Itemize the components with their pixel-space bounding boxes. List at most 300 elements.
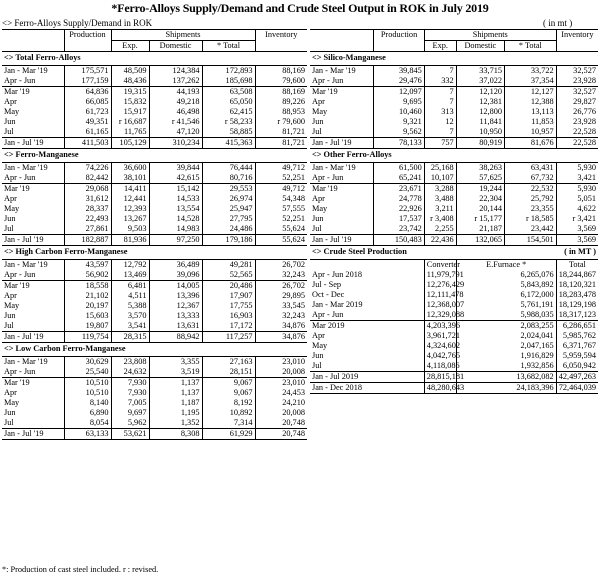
table-cell: 332 xyxy=(424,76,456,87)
table-cell: 38,263 xyxy=(456,163,504,174)
table-cell: 25,168 xyxy=(424,163,456,174)
table-cell: 12,127 xyxy=(505,87,557,98)
header-blank xyxy=(556,41,598,52)
row-label: May xyxy=(310,204,374,214)
header-row xyxy=(310,30,598,41)
table-row xyxy=(2,117,307,127)
header-blank xyxy=(2,30,64,41)
table-cell: 49,712 xyxy=(255,184,307,195)
table-cell: 22,493 xyxy=(64,214,111,224)
left-tables xyxy=(2,29,307,440)
table-cell: 8,140 xyxy=(64,398,111,408)
row-label: May xyxy=(2,204,64,214)
table-row xyxy=(310,204,598,214)
header-shipments: Shipments xyxy=(111,30,255,41)
table-cell: 10,510 xyxy=(64,388,111,398)
left-table xyxy=(2,29,307,440)
table-cell: 13,113 xyxy=(505,107,557,117)
table-row xyxy=(2,224,307,235)
table-cell: 11,841 xyxy=(456,117,504,127)
table-cell: 49,351 xyxy=(64,117,111,127)
table-cell: 26,702 xyxy=(255,281,307,292)
table-cell: 47,120 xyxy=(149,127,202,138)
header-efurnace: E.Furnace * xyxy=(456,260,556,271)
header-blank xyxy=(310,260,424,271)
row-label: Jul xyxy=(2,418,64,429)
table-cell: 5,761,191 xyxy=(456,300,556,310)
table-cell: 18,558 xyxy=(64,281,111,292)
section-title: <> Other Ferro-Alloys xyxy=(310,149,598,163)
table-cell: 22,926 xyxy=(374,204,425,214)
header-exp: Exp. xyxy=(111,41,149,52)
row-label: Jan - Jul 2019 xyxy=(310,372,424,383)
table-cell: 56,902 xyxy=(64,270,111,281)
row-label: May xyxy=(310,341,424,351)
table-cell: 88,942 xyxy=(149,332,202,343)
table-cell: 53,621 xyxy=(111,429,149,440)
table-cell: 4,622 xyxy=(577,203,596,213)
table-cell: 62,415 xyxy=(202,107,255,117)
table-cell: 74,226 xyxy=(64,163,111,174)
header-blank xyxy=(255,41,307,52)
right-table xyxy=(310,29,598,394)
row-label: Mar '19 xyxy=(2,281,64,292)
table-row xyxy=(2,301,307,311)
table-cell: 14,528 xyxy=(149,214,202,224)
row-label: Jan - Jul '19 xyxy=(2,138,64,149)
table-cell: 5,930 xyxy=(577,162,596,172)
table-cell: 4,324,602 xyxy=(424,341,456,351)
table-cell: 23,442 xyxy=(505,224,557,235)
table-cell: 12,120 xyxy=(456,87,504,98)
table-cell: r 79,600 xyxy=(277,116,306,126)
section-title-row xyxy=(310,246,598,260)
table-cell: 3,541 xyxy=(111,321,149,332)
table-cell: 63,133 xyxy=(64,429,111,440)
table-row xyxy=(2,260,307,271)
row-label: Jan - Jul '19 xyxy=(310,235,374,246)
table-row xyxy=(310,66,598,77)
table-cell: 24,778 xyxy=(374,194,425,204)
table-cell: 124,384 xyxy=(149,66,202,77)
table-cell: r 3,421 xyxy=(572,213,596,223)
row-label: Apr xyxy=(2,388,64,398)
table-cell: 78,133 xyxy=(374,138,425,149)
table-cell: 411,503 xyxy=(64,138,111,149)
table-cell: 29,553 xyxy=(202,184,255,195)
table-cell: 24,210 xyxy=(282,397,306,407)
table-cell: r 18,585 xyxy=(505,214,557,224)
table-cell: 42,615 xyxy=(149,173,202,184)
table-cell: 7,930 xyxy=(111,378,149,389)
table-cell: 7,930 xyxy=(111,388,149,398)
row-label: Apr xyxy=(310,331,424,341)
table-cell: 28,315 xyxy=(111,332,149,343)
table-row xyxy=(310,361,598,372)
table-cell: 82,442 xyxy=(64,173,111,184)
table-cell: 22,532 xyxy=(505,184,557,195)
table-cell: 5,988,035 xyxy=(456,310,556,321)
header-exp: Exp. xyxy=(424,41,456,52)
table-cell: 81,936 xyxy=(111,235,149,246)
table-cell: 54,348 xyxy=(282,193,306,203)
table-cell: 19,807 xyxy=(64,321,111,332)
table-cell: 97,250 xyxy=(149,235,202,246)
table-cell: 3,211 xyxy=(424,204,456,214)
table-cell: 12,393 xyxy=(111,204,149,214)
table-cell: 61,500 xyxy=(374,163,425,174)
table-cell: 3,421 xyxy=(577,172,596,182)
table-cell: 20,008 xyxy=(282,407,306,417)
table-cell: 119,754 xyxy=(64,332,111,343)
table-cell: 43,597 xyxy=(64,260,111,271)
row-label: Jan - Jul '19 xyxy=(2,332,64,343)
table-cell: 88,169 xyxy=(282,65,306,75)
ytd-row xyxy=(2,429,307,440)
table-cell: 3,569 xyxy=(577,223,596,233)
table-cell: 313 xyxy=(424,107,456,117)
row-label: Apr xyxy=(2,291,64,301)
table-cell: 13,267 xyxy=(111,214,149,224)
header-shipments: Shipments xyxy=(424,30,556,41)
table-cell: 48,280,643 xyxy=(424,383,456,394)
row-label: Jun xyxy=(2,117,64,127)
table-cell: 23,808 xyxy=(111,357,149,368)
table-cell: 185,698 xyxy=(202,76,255,87)
row-label: Jul xyxy=(310,224,374,235)
table-cell: 175,571 xyxy=(64,66,111,77)
row-label: Jan - Mar '19 xyxy=(310,163,374,174)
table-row xyxy=(310,290,598,300)
table-cell: 25,540 xyxy=(64,367,111,378)
year-row xyxy=(310,383,598,394)
table-row xyxy=(2,321,307,332)
table-cell: 10,510 xyxy=(64,378,111,389)
table-row xyxy=(310,184,598,195)
table-cell: 15,603 xyxy=(64,311,111,321)
table-cell: 64,836 xyxy=(64,87,111,98)
table-row xyxy=(310,97,598,107)
table-cell: 22,528 xyxy=(573,126,596,136)
table-cell: 48,436 xyxy=(111,76,149,87)
table-cell: 3,569 xyxy=(556,235,598,246)
table-cell: 18,244,867 xyxy=(558,269,597,279)
table-cell: 20,008 xyxy=(282,366,306,376)
table-cell: 10,107 xyxy=(424,173,456,184)
table-cell: 26,702 xyxy=(282,259,306,269)
table-row xyxy=(2,281,307,292)
table-cell: 72,464,039 xyxy=(556,383,598,394)
table-cell: 23,010 xyxy=(282,356,306,366)
table-cell: 81,721 xyxy=(282,126,306,136)
table-cell: 179,186 xyxy=(202,235,255,246)
table-cell: 57,625 xyxy=(456,173,504,184)
row-label: Apr - Jun xyxy=(2,76,64,87)
table-cell: 13,469 xyxy=(111,270,149,281)
table-cell: 9,695 xyxy=(374,97,425,107)
table-row xyxy=(310,224,598,235)
section-title: <> Crude Steel Production xyxy=(310,246,505,260)
table-cell: 29,895 xyxy=(282,290,306,300)
table-cell: 7,005 xyxy=(111,398,149,408)
header-total: * Total xyxy=(505,41,557,52)
table-row xyxy=(310,310,598,321)
table-cell: 31,612 xyxy=(64,194,111,204)
table-row xyxy=(2,270,307,281)
table-cell: 177,159 xyxy=(64,76,111,87)
header-converter: Converter xyxy=(424,260,456,271)
header-blank xyxy=(64,41,111,52)
table-cell: 36,600 xyxy=(111,163,149,174)
section-title-row xyxy=(2,149,307,163)
table-cell: 3,519 xyxy=(149,367,202,378)
table-cell: 2,024,041 xyxy=(456,331,556,341)
table-row xyxy=(310,76,598,87)
table-cell: 12,381 xyxy=(456,97,504,107)
table-cell: 11,853 xyxy=(505,117,557,127)
table-cell: 14,411 xyxy=(111,184,149,195)
table-row xyxy=(2,66,307,77)
table-cell: 25,792 xyxy=(505,194,557,204)
table-cell: 63,508 xyxy=(202,87,255,98)
table-cell: 24,632 xyxy=(111,367,149,378)
unit-label: ( in mt ) xyxy=(543,18,573,28)
table-cell: 13,333 xyxy=(149,311,202,321)
row-label: May xyxy=(2,301,64,311)
header-blank xyxy=(310,30,374,41)
section-title-row xyxy=(310,52,598,66)
table-cell: 48,509 xyxy=(111,66,149,77)
table-cell: 10,957 xyxy=(505,127,557,138)
table-cell: 5,930 xyxy=(556,184,598,195)
table-cell: 137,262 xyxy=(149,76,202,87)
table-cell: 1,932,856 xyxy=(456,361,556,372)
table-cell: 11,765 xyxy=(111,127,149,138)
table-cell: 3,288 xyxy=(424,184,456,195)
row-label: Jul xyxy=(2,127,64,138)
row-label: Mar '19 xyxy=(310,184,374,195)
table-cell: 415,363 xyxy=(202,138,255,149)
table-cell: 12,792 xyxy=(111,260,149,271)
table-cell: 12,800 xyxy=(456,107,504,117)
table-cell: 66,085 xyxy=(64,97,111,107)
table-cell: 49,281 xyxy=(202,260,255,271)
table-cell: 19,244 xyxy=(456,184,504,195)
header-row xyxy=(2,30,307,41)
row-label: Jan - Mar '19 xyxy=(2,357,64,368)
section-title: <> Low Carbon Ferro-Manganese xyxy=(2,343,307,357)
table-cell: 20,144 xyxy=(456,204,504,214)
table-cell: 6,371,767 xyxy=(562,340,596,350)
table-cell: 25,947 xyxy=(202,204,255,214)
table-cell: 14,983 xyxy=(149,224,202,235)
table-row xyxy=(2,291,307,301)
table-cell: 1,137 xyxy=(149,388,202,398)
subheader-row xyxy=(310,41,598,52)
table-cell: 7 xyxy=(424,97,456,107)
row-label: Jan - Mar '19 xyxy=(2,163,64,174)
table-cell: 9,503 xyxy=(111,224,149,235)
section-title: <> Silico-Manganese xyxy=(310,52,598,66)
table-cell: 21,102 xyxy=(64,291,111,301)
table-cell: 16,903 xyxy=(202,311,255,321)
table-cell: 30,629 xyxy=(64,357,111,368)
table-cell: 1,352 xyxy=(149,418,202,429)
table-row xyxy=(2,76,307,87)
table-cell: 80,716 xyxy=(202,173,255,184)
table-cell: 12,368,007 xyxy=(424,300,456,310)
table-cell: 105,129 xyxy=(111,138,149,149)
table-cell: 6,890 xyxy=(64,408,111,418)
table-cell: 49,712 xyxy=(282,162,306,172)
table-cell: r 15,177 xyxy=(456,214,504,224)
row-label: Jan - Jul '19 xyxy=(2,429,64,440)
table-row xyxy=(2,418,307,429)
section-heading: <> Ferro-Alloys Supply/Demand in ROK xyxy=(2,18,153,28)
row-label: Oct - Dec xyxy=(310,290,424,300)
header-blank xyxy=(2,41,64,52)
table-cell: 6,481 xyxy=(111,281,149,292)
table-cell: 61,165 xyxy=(64,127,111,138)
table-cell: 49,218 xyxy=(149,97,202,107)
table-cell: 15,142 xyxy=(149,184,202,195)
row-label: Apr - Jun 2018 xyxy=(310,270,424,280)
row-label: Jan - Dec 2018 xyxy=(310,383,424,394)
table-cell: 7 xyxy=(424,66,456,77)
table-cell: 15,832 xyxy=(111,97,149,107)
row-label: Jun xyxy=(2,311,64,321)
section-title-row xyxy=(2,343,307,357)
table-cell: 310,234 xyxy=(149,138,202,149)
table-cell: 6,265,076 xyxy=(456,270,556,280)
table-cell: 24,486 xyxy=(202,224,255,235)
subheader-row xyxy=(2,41,307,52)
table-cell: r 58,233 xyxy=(202,117,255,127)
row-label: Apr - Jun xyxy=(2,270,64,281)
table-cell: 7,314 xyxy=(202,418,255,429)
section-title-row xyxy=(310,149,598,163)
table-cell: 23,928 xyxy=(573,116,596,126)
table-cell: 37,022 xyxy=(456,76,504,87)
table-cell: 12 xyxy=(424,117,456,127)
table-cell: 9,562 xyxy=(374,127,425,138)
row-label: Apr xyxy=(2,194,64,204)
table-cell: r 41,546 xyxy=(149,117,202,127)
table-row xyxy=(310,270,598,280)
table-cell: 39,844 xyxy=(149,163,202,174)
header-total: * Total xyxy=(202,41,255,52)
table-cell: 67,732 xyxy=(505,173,557,184)
table-row xyxy=(310,214,598,224)
table-cell: 5,959,594 xyxy=(562,350,596,360)
table-cell: 52,565 xyxy=(202,270,255,281)
row-label: Jan - Mar 2019 xyxy=(310,300,424,310)
table-cell: 44,193 xyxy=(149,87,202,98)
table-cell: 28,337 xyxy=(64,204,111,214)
table-row xyxy=(2,107,307,117)
table-row xyxy=(2,408,307,418)
row-label: Apr - Jun xyxy=(2,367,64,378)
table-cell: 154,501 xyxy=(505,235,557,246)
table-cell: 61,929 xyxy=(202,429,255,440)
table-row xyxy=(2,173,307,184)
row-label: Apr - Jun xyxy=(310,76,374,87)
section-title: <> Total Ferro-Alloys xyxy=(2,52,307,66)
header-blank xyxy=(374,41,425,52)
table-cell: 12,329,088 xyxy=(424,310,456,321)
table-row xyxy=(2,194,307,204)
table-cell: 22,436 xyxy=(424,235,456,246)
table-row xyxy=(2,388,307,398)
table-row xyxy=(310,300,598,310)
table-cell: 150,483 xyxy=(374,235,425,246)
table-cell: 9,697 xyxy=(111,408,149,418)
ytd-row xyxy=(310,235,598,246)
table-cell: 80,919 xyxy=(456,138,504,149)
table-cell: 17,537 xyxy=(374,214,425,224)
table-row xyxy=(2,97,307,107)
header-blank xyxy=(310,41,374,52)
table-cell: 2,047,165 xyxy=(456,341,556,351)
row-label: Jun xyxy=(310,214,374,224)
table-row xyxy=(310,331,598,341)
table-cell: 8,308 xyxy=(149,429,202,440)
ytd-row xyxy=(310,372,598,383)
table-cell: 4,203,396 xyxy=(424,321,456,332)
row-label: Apr - Jun xyxy=(310,310,424,321)
table-cell: 23,742 xyxy=(374,224,425,235)
row-label: Apr - Jun xyxy=(310,173,374,184)
table-row xyxy=(310,107,598,117)
table-cell: 1,916,829 xyxy=(456,351,556,361)
unit-label: ( in MT ) xyxy=(505,246,598,260)
table-cell: 6,050,942 xyxy=(562,360,596,370)
header-production: Production xyxy=(64,30,111,41)
table-cell: 14,533 xyxy=(149,194,202,204)
table-cell: 22,528 xyxy=(556,138,598,149)
table-cell: 63,431 xyxy=(505,163,557,174)
table-cell: 88,953 xyxy=(282,106,306,116)
table-cell: 3,488 xyxy=(424,194,456,204)
table-cell: 4,042,765 xyxy=(424,351,456,361)
row-label: Mar '19 xyxy=(310,87,374,98)
row-label: Jun xyxy=(2,408,64,418)
row-label: Jul xyxy=(2,224,64,235)
table-cell: 26,974 xyxy=(202,194,255,204)
row-label: Jul xyxy=(2,321,64,332)
table-cell: 18,129,198 xyxy=(558,299,597,309)
table-cell: 37,354 xyxy=(505,76,557,87)
table-cell: 29,476 xyxy=(374,76,425,87)
row-label: Apr xyxy=(310,194,374,204)
row-label: Jan - Mar '19 xyxy=(310,66,374,77)
header-domestic: Domestic xyxy=(149,41,202,52)
table-cell: 12,388 xyxy=(505,97,557,107)
table-cell: r 3,408 xyxy=(424,214,456,224)
table-cell: 32,527 xyxy=(573,65,596,75)
table-cell: 29,068 xyxy=(64,184,111,195)
section-title: <> High Carbon Ferro-Manganese xyxy=(2,246,307,260)
table-cell: 10,950 xyxy=(456,127,504,138)
table-row xyxy=(2,163,307,174)
ytd-row xyxy=(2,332,307,343)
table-cell: 5,985,762 xyxy=(562,330,596,340)
table-cell: 61,723 xyxy=(64,107,111,117)
table-cell: 11,979,791 xyxy=(424,270,456,280)
table-cell: 33,715 xyxy=(456,66,504,77)
section-title-row xyxy=(2,246,307,260)
table-cell: 32,527 xyxy=(556,87,598,98)
